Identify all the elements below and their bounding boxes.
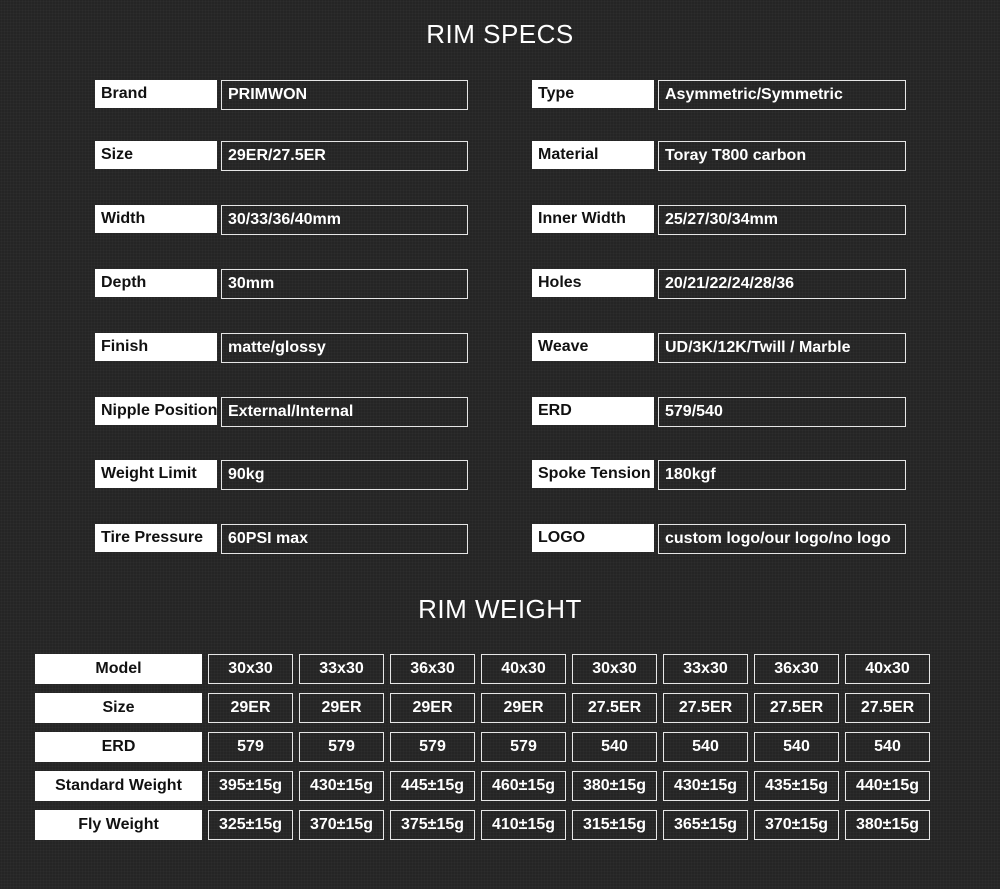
table-cell: 540 bbox=[572, 732, 657, 762]
table-cell: 30x30 bbox=[208, 654, 293, 684]
table-cell: 365±15g bbox=[663, 810, 748, 840]
table-cell: 430±15g bbox=[663, 771, 748, 801]
table-cell: 579 bbox=[208, 732, 293, 762]
table-row bbox=[35, 771, 930, 801]
table-cell: 370±15g bbox=[754, 810, 839, 840]
spec-value: 25/27/30/34mm bbox=[658, 205, 906, 235]
table-cell: 40x30 bbox=[481, 654, 566, 684]
table-cell: 36x30 bbox=[390, 654, 475, 684]
spec-value: 180kgf bbox=[658, 460, 906, 490]
table-cell: 29ER bbox=[299, 693, 384, 723]
table-cell: 460±15g bbox=[481, 771, 566, 801]
row-header: Fly Weight bbox=[35, 810, 202, 840]
table-cell: 29ER bbox=[390, 693, 475, 723]
table-cell: 315±15g bbox=[572, 810, 657, 840]
table-cell: 33x30 bbox=[663, 654, 748, 684]
table-cell: 410±15g bbox=[481, 810, 566, 840]
spec-label: Finish bbox=[95, 333, 217, 361]
spec-label: Holes bbox=[532, 269, 654, 297]
row-header: Model bbox=[35, 654, 202, 684]
table-cell: 375±15g bbox=[390, 810, 475, 840]
spec-label: LOGO bbox=[532, 524, 654, 552]
table-row bbox=[35, 654, 930, 684]
spec-value: 30mm bbox=[221, 269, 468, 299]
table-cell: 540 bbox=[663, 732, 748, 762]
table-cell: 579 bbox=[481, 732, 566, 762]
spec-value: 20/21/22/24/28/36 bbox=[658, 269, 906, 299]
spec-value: Asymmetric/Symmetric bbox=[658, 80, 906, 110]
spec-label: Brand bbox=[95, 80, 217, 108]
table-cell: 540 bbox=[754, 732, 839, 762]
spec-value: PRIMWON bbox=[221, 80, 468, 110]
spec-value: External/Internal bbox=[221, 397, 468, 427]
spec-label: Spoke Tension bbox=[532, 460, 654, 488]
spec-label: Size bbox=[95, 141, 217, 169]
table-cell: 27.5ER bbox=[754, 693, 839, 723]
table-cell: 435±15g bbox=[754, 771, 839, 801]
table-cell: 30x30 bbox=[572, 654, 657, 684]
table-row bbox=[35, 732, 930, 762]
table-cell: 540 bbox=[845, 732, 930, 762]
row-header: ERD bbox=[35, 732, 202, 762]
spec-value: 90kg bbox=[221, 460, 468, 490]
table-cell: 27.5ER bbox=[663, 693, 748, 723]
spec-label: Weave bbox=[532, 333, 654, 361]
spec-value: UD/3K/12K/Twill / Marble bbox=[658, 333, 906, 363]
spec-label: Weight Limit bbox=[95, 460, 217, 488]
table-cell: 33x30 bbox=[299, 654, 384, 684]
row-header: Standard Weight bbox=[35, 771, 202, 801]
weight-table bbox=[29, 645, 936, 849]
table-cell: 27.5ER bbox=[845, 693, 930, 723]
spec-value: Toray T800 carbon bbox=[658, 141, 906, 171]
table-cell: 370±15g bbox=[299, 810, 384, 840]
spec-label: Depth bbox=[95, 269, 217, 297]
table-cell: 579 bbox=[299, 732, 384, 762]
weight-title: RIM WEIGHT bbox=[418, 594, 582, 624]
table-cell: 27.5ER bbox=[572, 693, 657, 723]
table-cell: 579 bbox=[390, 732, 475, 762]
table-row bbox=[35, 693, 930, 723]
table-cell: 36x30 bbox=[754, 654, 839, 684]
spec-label: Nipple Position bbox=[95, 397, 217, 425]
table-cell: 445±15g bbox=[390, 771, 475, 801]
spec-value: 29ER/27.5ER bbox=[221, 141, 468, 171]
specs-title: RIM SPECS bbox=[426, 19, 574, 49]
spec-label: Type bbox=[532, 80, 654, 108]
row-header: Size bbox=[35, 693, 202, 723]
spec-value: 579/540 bbox=[658, 397, 906, 427]
table-cell: 325±15g bbox=[208, 810, 293, 840]
table-row bbox=[35, 810, 930, 840]
spec-value: 60PSI max bbox=[221, 524, 468, 554]
spec-value: 30/33/36/40mm bbox=[221, 205, 468, 235]
table-cell: 380±15g bbox=[572, 771, 657, 801]
spec-value: matte/glossy bbox=[221, 333, 468, 363]
spec-label: Material bbox=[532, 141, 654, 169]
table-cell: 430±15g bbox=[299, 771, 384, 801]
spec-label: Width bbox=[95, 205, 217, 233]
spec-label: ERD bbox=[532, 397, 654, 425]
table-cell: 29ER bbox=[208, 693, 293, 723]
table-cell: 440±15g bbox=[845, 771, 930, 801]
table-cell: 395±15g bbox=[208, 771, 293, 801]
table-cell: 380±15g bbox=[845, 810, 930, 840]
spec-label: Inner Width bbox=[532, 205, 654, 233]
spec-value: custom logo/our logo/no logo bbox=[658, 524, 906, 554]
table-cell: 40x30 bbox=[845, 654, 930, 684]
spec-label: Tire Pressure bbox=[95, 524, 217, 552]
table-cell: 29ER bbox=[481, 693, 566, 723]
